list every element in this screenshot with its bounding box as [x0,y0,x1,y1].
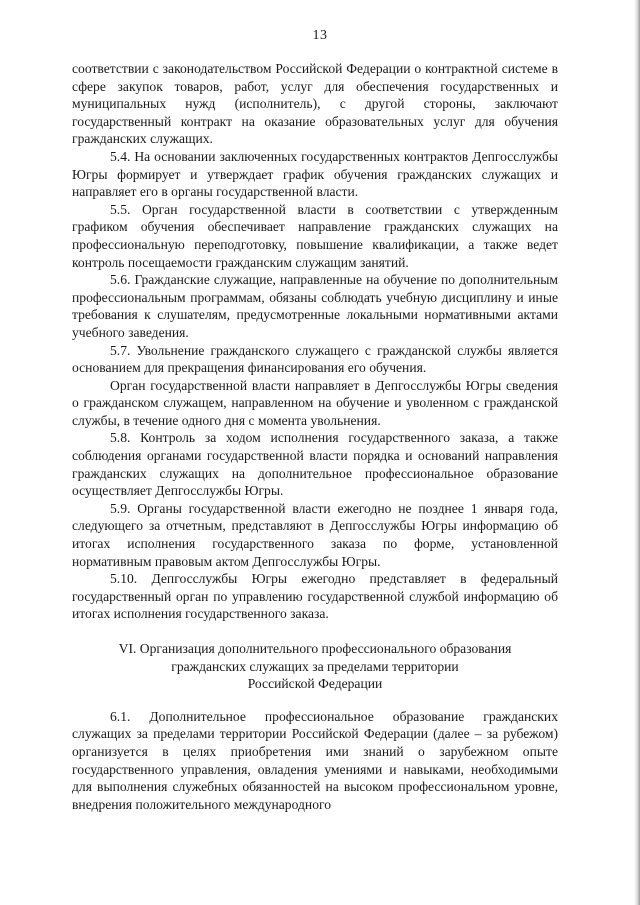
paragraph-5-7: 5.7. Увольнение гражданского служащего с гражданской службы является основанием для прекращения финансирования его обучения. [72,342,558,376]
section-heading [72,640,558,693]
paragraph-5-5: 5.5. Орган государственной власти в соответствии с утвержденным графиком обучения обеспечивает направление гражданских служащих на профессиональную переподготовку, повышение квалификации, а также ведет контроль посещаемости гражданским служащим занятий. [72,201,558,270]
paragraph-6-1: 6.1. Дополнительное профессиональное образование гражданских служащих за пределами территории Российской Федерации (далее – за рубежом) организуется в целях приобретения ими знаний о зарубежном опыте государственного управления, овладения умениями и навыками, необходимыми для выполнения служебных обязанностей на высоком профессиональном уровне, внедрения положительного международного [72,708,558,812]
paragraph-5-10: 5.10. Депгосслужбы Югры ежегодно представляет в федеральный государственный орган по управлению государственной службой информацию об итогах исполнения государственного заказа. [72,571,558,622]
section-heading-line-2: гражданских служащих за пределами территории [171,658,459,674]
paragraph-continuation: соответствии с законодательством Российской Федерации о контрактной системе в сфере закупок товаров, работ, услуг для обеспечения государственных и муниципальных нужд (исполнитель), с другой стороны, заключают государственный контракт на оказание образовательных услуг для обучения гражданских служащих. [72,61,558,147]
section-heading-line-1: VI. Организация дополнительного профессионального образования [118,641,512,656]
paragraph-5-6: 5.6. Гражданские служащие, направленные на обучение по дополнительным профессиональным программам, обязаны соблюдать учебную дисциплину и иные требования к слушателям, предусмотренные локальными нормативными актами учебного заведения. [72,272,558,340]
document-body [72,60,558,813]
paragraph-5-7-notice: Орган государственной власти направляет в Депгосслужбы Югры сведения о гражданском служащем, направленном на обучение и уволенном с гражданской службы, в течение одного дня с момента увольнения. [72,377,558,428]
page-number: 13 [312,28,328,43]
paragraph-5-9: 5.9. Органы государственной власти ежегодно не позднее 1 января года, следующего за отчетным, представляют в Депгосслужбы Югры информацию об итогах исполнения государственного заказа по форме, установленной нормативным правовым актом Депгосслужбы Югры. [72,500,558,569]
paragraph-5-4: 5.4. На основании заключенных государственных контрактов Депгосслужбы Югры формирует и утверждает график обучения гражданских служащих и направляет его в органы государственной власти. [72,148,558,200]
page-edge-shadow [634,0,640,905]
section-heading-line-3: Российской Федерации [247,676,383,692]
paragraph-5-8: 5.8. Контроль за ходом исполнения государственного заказа, а также соблюдения органами государственной власти порядка и оснований направления гражданских служащих на дополнительное профессиональное образование осуществляет Депгосслужбы Югры. [72,430,558,499]
